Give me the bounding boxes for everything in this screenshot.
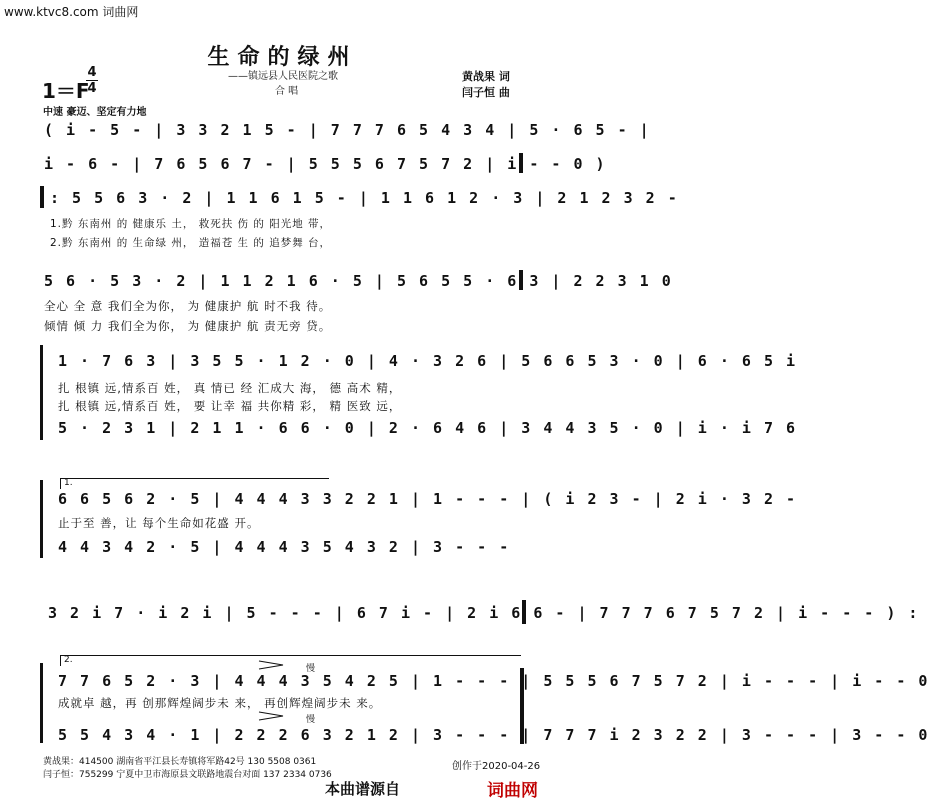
source-label: 本曲谱源自: [325, 780, 401, 798]
decrescendo-hairpin: [258, 660, 284, 670]
final-barline: [520, 668, 524, 744]
song-title: 生命的绿州: [207, 44, 358, 70]
lyric-ending2: 成就卓 越，再 创那辉煌阔步未 来， 再创辉煌阔步未 来。: [58, 696, 382, 710]
notation-row-10: 7 7 6 5 2 · 3 | 4 4 4 3 5 4 2 5 | 1 - - - | 5 5 5 6 7 5 7 2 | i - - - | i - - 0: [58, 672, 929, 690]
time-signature: [86, 66, 98, 95]
volta-1-label: 1.: [64, 478, 73, 488]
lyricist-credit: 黄战果 词: [462, 70, 510, 83]
contact-lyricist: 黄战果：414500 湖南省平江县长寿镇将军路42号 130 5508 0361: [43, 757, 317, 767]
lyric-verse1-line2: 全心 全 意 我们全为你， 为 健康护 航 时不我 待。: [44, 299, 332, 313]
notation-row-3: : 5 5 6 3 · 2 | 1 1 6 1 5 - | 1 1 6 1 2 · 3 | 2 1 2 3 2 -: [50, 189, 679, 207]
tempo-slow-mark: 慢: [306, 664, 316, 674]
song-subtitle: ——镇远县人民医院之歌: [228, 71, 338, 82]
lyric-verse1-line1: 1.黔 东南州 的 健康乐 土， 救死扶 伤 的 阳光地 带，: [50, 218, 332, 230]
system-bracket: [40, 480, 43, 558]
lyric-verse2-line1: 2.黔 东南州 的 生命绿 州， 造福苍 生 的 追梦舞 台，: [50, 237, 332, 249]
creation-date: 创作于2020-04-26: [452, 761, 541, 772]
notation-row-4: 5 6 · 5 3 · 2 | 1 1 2 1 6 · 5 | 5 6 5 5 · 6 3 | 2 2 3 1 0: [44, 272, 673, 290]
notation-row-5: 1 · 7 6 3 | 3 5 5 · 1 2 · 0 | 4 · 3 2 6 | 5 6 6 5 3 · 0 | 6 · 6 5 i: [58, 352, 798, 370]
tempo-slow-mark: 慢: [306, 715, 316, 725]
volta-1: [60, 478, 329, 489]
lyric-ending1: 止于至 善，让 每个生命如花盛 开。: [58, 516, 260, 530]
repeat-start-barline: [40, 186, 44, 208]
notation-row-8: 4 4 3 4 2 · 5 | 4 4 4 3 5 4 3 2 | 3 - - -: [58, 538, 511, 556]
notation-row-9: 3 2 i 7 · i 2 i | 5 - - - | 6 7 i - | 2 i 6 6 - | 7 7 7 6 7 5 7 2 | i - - - ) :: [48, 604, 920, 622]
notation-row-6: 5 · 2 3 1 | 2 1 1 · 6 6 · 0 | 2 · 6 4 6 | 3 4 4 3 5 · 0 | i · i 7 6: [58, 419, 798, 437]
key-signature: 1＝F: [42, 79, 90, 103]
end-barline: [519, 270, 523, 290]
notation-row-2: i - 6 - | 7 6 5 6 7 - | 5 5 5 6 7 5 7 2 | i - - 0 ): [44, 155, 607, 173]
composer-credit: 闫子恒 曲: [462, 86, 510, 99]
time-top: 4: [87, 65, 97, 80]
decrescendo-hairpin: [258, 711, 284, 721]
time-bottom: 4: [87, 81, 97, 96]
tempo-marking: 中速 豪迈、坚定有力地: [43, 107, 147, 118]
lyric-verse2-line3: 扎 根镇 远,情系百 姓， 要 让幸 福 共你精 彩， 精 医致 远，: [58, 399, 402, 413]
end-barline: [519, 153, 523, 173]
performance-type: 合 唱: [275, 86, 299, 97]
system-bracket: [40, 663, 43, 743]
lyric-verse2-line2: 倾情 倾 力 我们全为你， 为 健康护 航 责无旁 贷。: [44, 319, 332, 333]
volta-2-label: 2.: [64, 655, 73, 665]
brand-logo[interactable]: 词曲网: [487, 781, 538, 801]
system-bracket: [40, 345, 43, 440]
notation-row-11: 5 5 4 3 4 · 1 | 2 2 2 6 3 2 1 2 | 3 - - - | 7 7 7 i 2 3 2 2 | 3 - - - | 3 - - 0: [58, 726, 929, 744]
site-watermark: www.ktvc8.com 词曲网: [4, 5, 139, 19]
notation-row-7: 6 6 5 6 2 · 5 | 4 4 4 3 3 2 2 1 | 1 - - - | ( i 2 3 - | 2 i · 3 2 -: [58, 490, 798, 508]
lyric-verse1-line3: 扎 根镇 远,情系百 姓， 真 情已 经 汇成大 海， 德 高术 精，: [58, 381, 402, 395]
repeat-end-barline: [522, 600, 526, 624]
notation-row-1: ( i - 5 - | 3 3 2 1 5 - | 7 7 7 6 5 4 3 4 | 5 · 6 5 - |: [44, 121, 651, 139]
contact-composer: 闫子恒：755299 宁夏中卫市海原县文联路地震台对面 137 2334 0736: [43, 770, 332, 780]
volta-2: [60, 655, 521, 666]
